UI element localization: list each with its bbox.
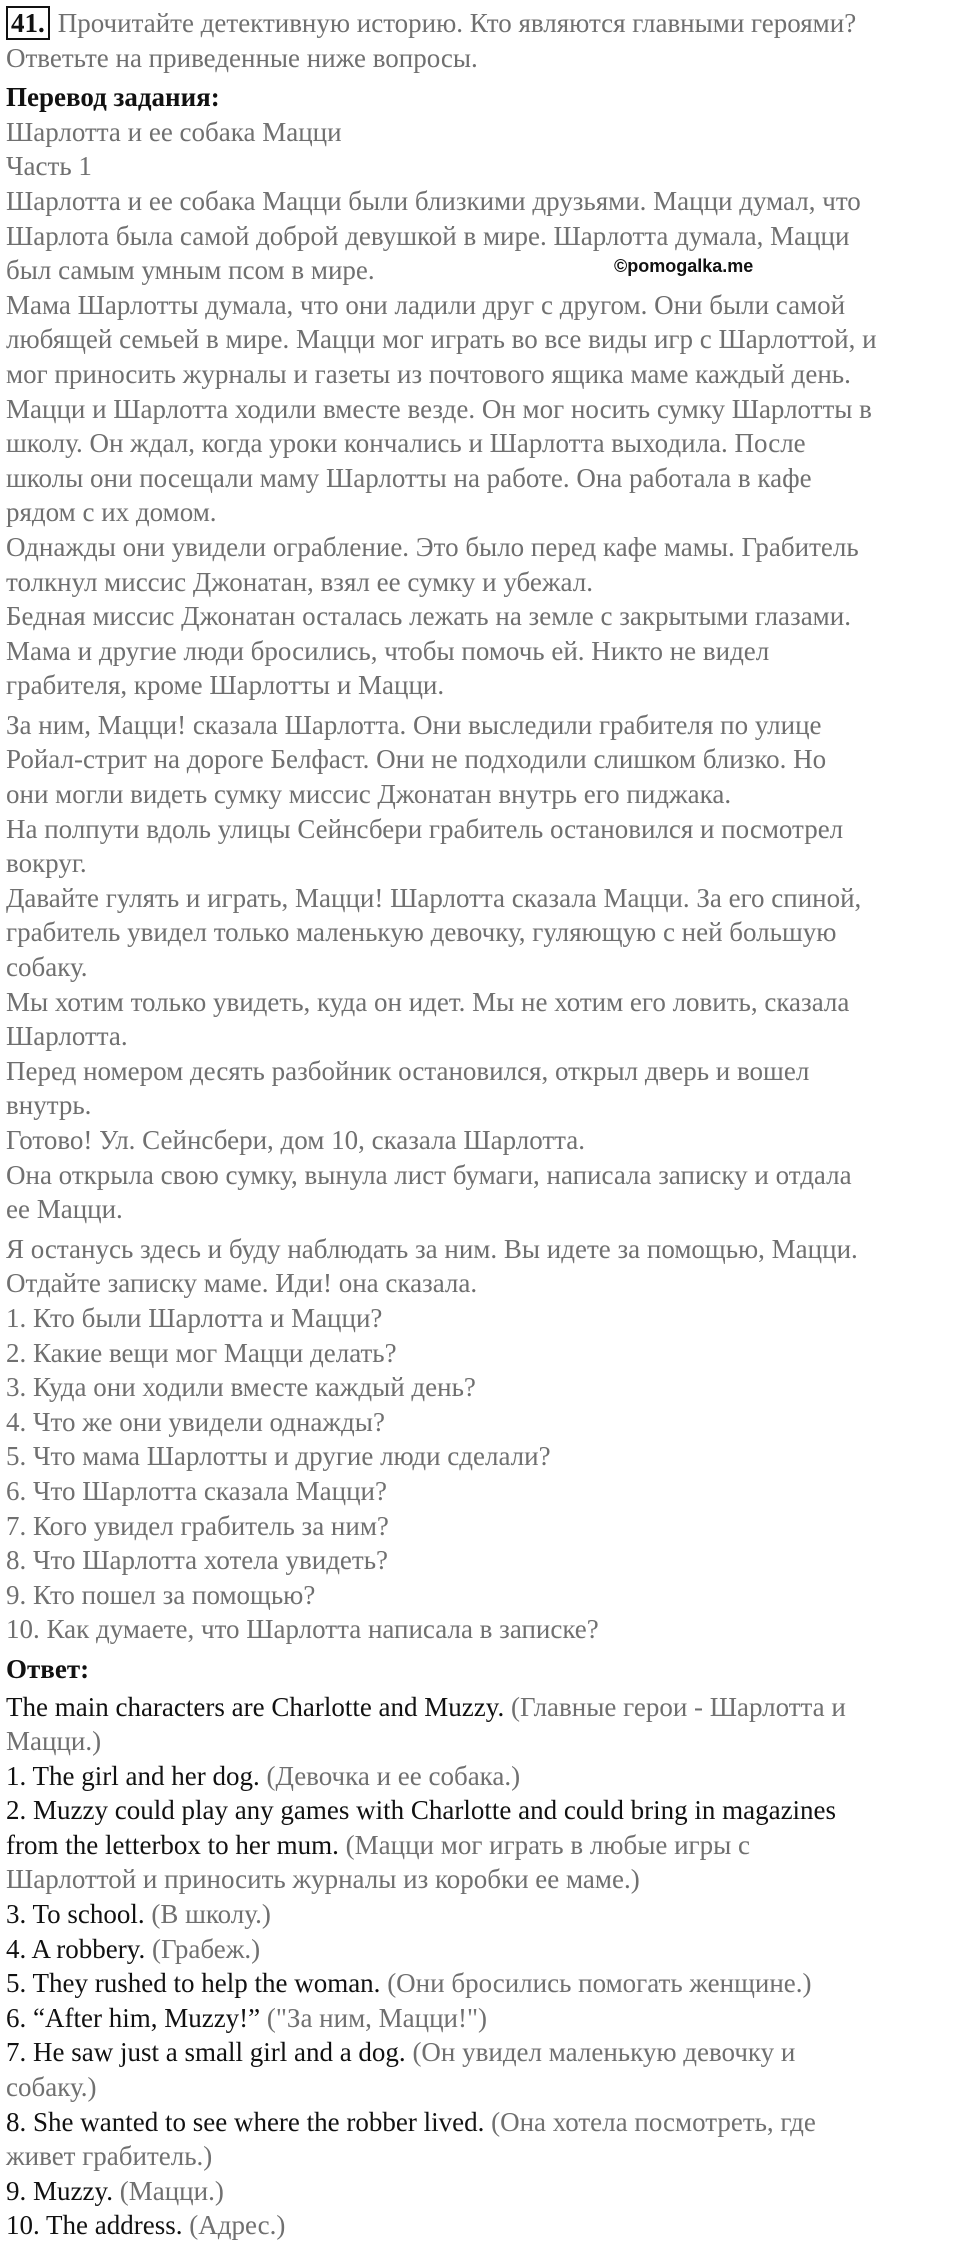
translation-line: Мама Шарлотты думала, что они ладили друг с другом. Они были самой: [6, 289, 846, 320]
translation-line: толкнул миссис Джонатан, взял ее сумку и убежал.: [6, 566, 593, 597]
translation-line: Мы хотим только увидеть, куда он идет. Мы не хотим его ловить, сказала: [6, 986, 850, 1017]
answer-line: Шарлоттой и приносить журналы из коробки ее маме.): [6, 1864, 640, 1895]
translation-line: был самым умным псом в мире.: [6, 255, 375, 286]
translation-heading: Перевод задания:: [6, 82, 220, 113]
question-9: 9. Кто пошел за помощью?: [6, 1579, 316, 1610]
translation-line: рядом с их домом.: [6, 497, 217, 528]
answer-line: 4. A robbery. (Грабеж.): [6, 1933, 261, 1964]
answer-line: from the letterbox to her mum. (Мацци мог играть в любые игры с: [6, 1829, 750, 1860]
translation-line: Ройал-стрит на дороге Белфаст. Они не подходили слишком близко. Но: [6, 744, 827, 775]
translation-line: собаку.: [6, 952, 88, 983]
translation-line: мог приносить журналы и газеты из почтового ящика маме каждый день.: [6, 358, 851, 389]
translation-line: Перед номером десять разбойник остановился, открыл дверь и вошел: [6, 1055, 810, 1086]
task-text-1: Прочитайте детективную историю. Кто являются главными героями?: [57, 8, 857, 38]
answer-line: The main characters are Charlotte and Muzzy. (Главные герои - Шарлотта и: [6, 1691, 846, 1722]
translation-line: Я останусь здесь и буду наблюдать за ним. Вы идете за помощью, Мацци.: [6, 1233, 858, 1264]
answer-line: Мацци.): [6, 1726, 102, 1757]
translation-line: Она открыла свою сумку, вынула лист бумаги, написала записку и отдала: [6, 1159, 852, 1190]
translation-line: На полпути вдоль улицы Сейнсбери грабитель остановился и посмотрел: [6, 813, 844, 844]
translation-line: вокруг.: [6, 848, 87, 879]
question-3: 3. Куда они ходили вместе каждый день?: [6, 1372, 476, 1403]
answer-line: 1. The girl and her dog. (Девочка и ее собака.): [6, 1760, 521, 1791]
task-line-1: [6, 6, 956, 41]
translation-line: Шарлотта.: [6, 1021, 128, 1052]
translation-line: грабителя, кроме Шарлотты и Мацци.: [6, 670, 445, 701]
question-2: 2. Какие вещи мог Мацци делать?: [6, 1337, 397, 1368]
answer-line: собаку.): [6, 2072, 97, 2103]
translation-line: они могли видеть сумку миссис Джонатан внутрь его пиджака.: [6, 779, 732, 810]
task-number: 41.: [6, 6, 50, 40]
question-10: 10. Как думаете, что Шарлотта написала в записке?: [6, 1614, 599, 1645]
translation-line: внутрь.: [6, 1090, 92, 1121]
translation-line: Давайте гулять и играть, Мацци! Шарлотта сказала Мацци. За его спиной,: [6, 882, 862, 913]
translation-line: За ним, Мацци! сказала Шарлотта. Они выследили грабителя по улице: [6, 709, 822, 740]
answer-line: 9. Muzzy. (Мацци.): [6, 2175, 224, 2206]
translation-line: Часть 1: [6, 151, 92, 182]
translation-line: Отдайте записку маме. Иди! она сказала.: [6, 1268, 478, 1299]
translation-line: Мама и другие люди бросились, чтобы помочь ей. Никто не видел: [6, 635, 770, 666]
task-line-2: Ответьте на приведенные ниже вопросы.: [6, 42, 478, 73]
watermark-label: ©pomogalka.me: [614, 256, 754, 276]
question-6: 6. Что Шарлотта сказала Мацци?: [6, 1475, 387, 1506]
answer-line: 7. He saw just a small girl and a dog. (Он увидел маленькую девочку и: [6, 2037, 796, 2068]
question-1: 1. Кто были Шарлотта и Мацци?: [6, 1302, 383, 1333]
translation-line: Шарлотта и ее собака Мацци: [6, 116, 342, 147]
translation-line: Шарлота была самой доброй девушкой в мире. Шарлотта думала, Мацци: [6, 220, 850, 251]
translation-line: школу. Он ждал, когда уроки кончались и Шарлотта выходила. После: [6, 428, 806, 459]
document-page: [6, 6, 956, 2243]
translation-line: Шарлотта и ее собака Мацци были близкими друзьями. Мацци думал, что: [6, 185, 861, 216]
question-8: 8. Что Шарлотта хотела увидеть?: [6, 1545, 389, 1576]
translation-line: любящей семьей в мире. Мацци мог играть во все виды игр с Шарлоттой, и: [6, 324, 877, 355]
translation-line: грабитель увидел только маленькую девочку, гуляющую с ней большую: [6, 917, 837, 948]
translation-line: ее Мацци.: [6, 1194, 123, 1225]
answer-line: 6. “After him, Muzzy!” ("За ним, Мацци!"): [6, 2002, 488, 2033]
answer-line: 10. The address. (Адрес.): [6, 2210, 286, 2241]
answer-line: 2. Muzzy could play any games with Charlotte and could bring in magazines: [6, 1795, 837, 1826]
answer-line: 3. To school. (В школу.): [6, 1899, 271, 1930]
translation-line: школы они посещали маму Шарлотты на работе. Она работала в кафе: [6, 462, 812, 493]
answer-line: 5. They rushed to help the woman. (Они бросились помогать женщине.): [6, 1968, 812, 1999]
question-7: 7. Кого увидел грабитель за ним?: [6, 1510, 389, 1541]
answer-line: 8. She wanted to see where the robber lived. (Она хотела посмотреть, где: [6, 2106, 816, 2137]
question-5: 5. Что мама Шарлотты и другие люди сделали?: [6, 1441, 551, 1472]
answer-line: живет грабитель.): [6, 2141, 213, 2172]
translation-line: Мацци и Шарлотта ходили вместе везде. Он мог носить сумку Шарлотты в: [6, 393, 872, 424]
translation-line: Готово! Ул. Сейнсбери, дом 10, сказала Шарлотта.: [6, 1125, 585, 1155]
translation-line: Однажды они увидели ограбление. Это было перед кафе мамы. Грабитель: [6, 531, 859, 562]
answer-heading: Ответ:: [6, 1653, 90, 1684]
translation-line: Бедная миссис Джонатан осталась лежать на земле с закрытыми глазами.: [6, 601, 851, 632]
question-4: 4. Что же они увидели однажды?: [6, 1406, 385, 1437]
